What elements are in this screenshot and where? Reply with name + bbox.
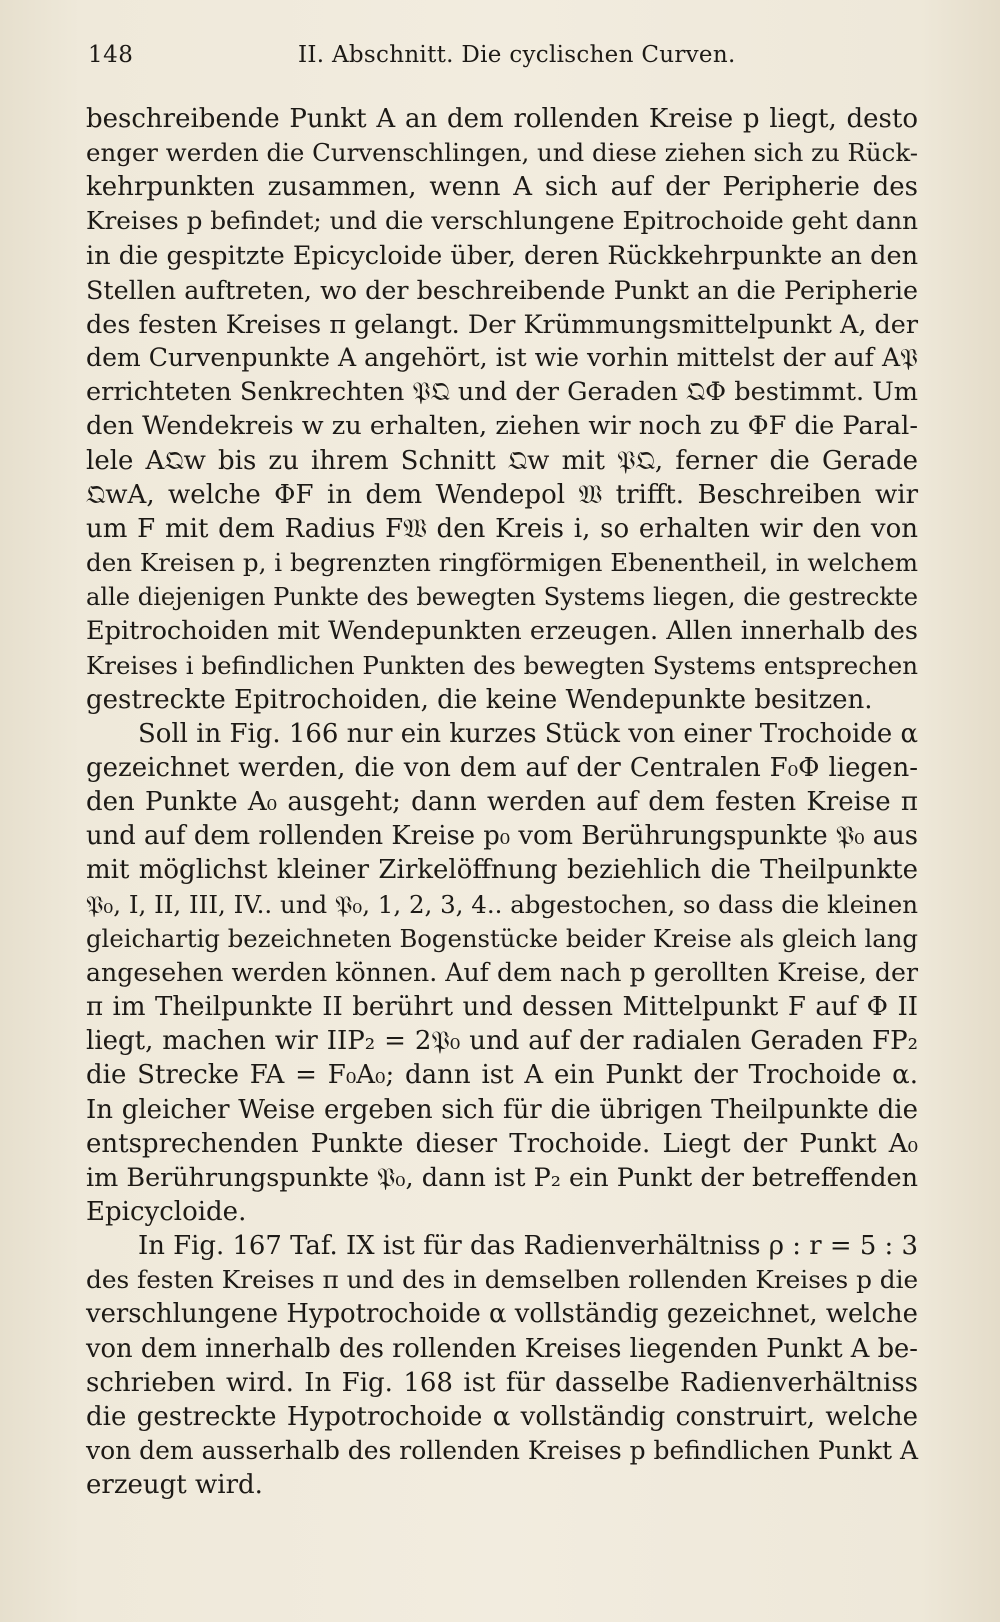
text-line: liegt, machen wir IIP₂ = 2𝔓₀ und auf der radialen Geraden FP₂ [86,1026,918,1057]
text-line: mit möglichst kleiner Zirkelöffnung beziehlich die Theilpunkte [86,855,918,886]
text-line: verschlungene Hypotrochoide α vollständig gezeichnet, welche [86,1299,918,1330]
text-line: des festen Kreises π gelangt. Der Krümmungsmittelpunkt A, der [86,308,918,339]
text-line: beschreibende Punkt A an dem rollenden Kreise p liegt, desto [86,104,918,134]
text-line: den Kreisen p, i begrenzten ringförmigen Ebenentheil, in welchem [86,548,918,578]
text-line: Kreises i befindlichen Punkten des bewegten Systems entsprechen [86,650,918,680]
page-header [88,42,912,74]
paragraph-1 [86,102,918,717]
text-line: alle diejenigen Punkte des bewegten Systems liegen, die gestreckte [86,583,918,612]
text-line: enger werden die Curvenschlingen, und diese ziehen sich zu Rück- [86,138,918,168]
running-title: II. Abschnitt. Die cyclischen Curven. [298,42,736,68]
text-line: lele A𝔔w bis zu ihrem Schnitt 𝔔w mit 𝔓𝔔, ferner die Gerade [86,445,919,476]
text-line: gleichartig bezeichneten Bogenstücke beider Kreise als gleich lang [86,923,918,953]
text-line: gestreckte Epitrochoiden, die keine Wendepunkte besitzen. [86,684,873,715]
paragraph-2 [86,717,918,1229]
paragraph-3 [86,1229,918,1502]
text-line: Soll in Fig. 166 nur ein kurzes Stück von einer Trochoide α [138,718,918,749]
text-line: Epicycloide. [86,1197,247,1227]
text-line: kehrpunkten zusammen, wenn A sich auf der Peripherie des [86,172,918,203]
text-line: dem Curvenpunkte A angehört, ist wie vorhin mittelst der auf A𝔓 [86,343,918,373]
text-line: und auf dem rollenden Kreise p₀ vom Berührungspunkte 𝔓₀ aus [86,821,919,852]
page-number: 148 [88,42,134,68]
text-line: Stellen auftreten, wo der beschreibende Punkt an die Peripherie [86,274,918,305]
text-line: schrieben wird. In Fig. 168 ist für dasselbe Radienverhältniss [86,1367,919,1398]
text-line: erzeugt wird. [86,1470,263,1501]
text-line: die gestreckte Hypotrochoide α vollständig construirt, welche [86,1401,919,1432]
body-text [86,102,918,1502]
text-line: Epitrochoiden mit Wendepunkten erzeugen. Allen innerhalb des [86,616,918,647]
text-line: des festen Kreises π und des in demselben rollenden Kreises p die [86,1265,919,1295]
text-line: in die gespitzte Epicycloide über, deren Rückkehrpunkte an den [86,240,919,271]
text-line: In Fig. 167 Taf. IX ist für das Radienverhältniss ρ : r = 5 : 3 [138,1231,918,1262]
text-line: um F mit dem Radius F𝔚 den Kreis i, so erhalten wir den von [86,513,918,544]
text-line: den Wendekreis w zu erhalten, ziehen wir noch zu ΦF die Paral- [86,411,918,442]
text-line: Kreises p befindet; und die verschlungene Epitrochoide geht dann [86,206,918,236]
text-line: errichteten Senkrechten 𝔓𝔔 und der Geraden 𝔔Φ bestimmt. Um [86,377,918,408]
text-line: In gleicher Weise ergeben sich für die übrigen Theilpunkte die [86,1094,918,1125]
text-line: im Berührungspunkte 𝔓₀, dann ist P₂ ein Punkt der betreffenden [86,1162,918,1193]
text-line: π im Theilpunkte II berührt und dessen Mittelpunkt F auf Φ II [86,992,918,1023]
text-line: die Strecke FA = F₀A₀; dann ist A ein Punkt der Trochoide α. [86,1060,918,1091]
text-line: von dem innerhalb des rollenden Kreises liegenden Punkt A be- [86,1333,918,1364]
text-line: den Punkte A₀ ausgeht; dann werden auf dem festen Kreise π [86,787,919,818]
text-line: 𝔔wA, welche ΦF in dem Wendepol 𝔚 trifft. Beschreiben wir [86,479,918,510]
text-line: 𝔓₀, I, II, III, IV.. und 𝔓₀, 1, 2, 3, 4.. abgestochen, so dass die kleinen [86,889,918,919]
text-line: gezeichnet werden, die von dem auf der Centralen F₀Φ liegen- [86,752,919,783]
text-line: von dem ausserhalb des rollenden Kreises p befindlichen Punkt A [86,1436,918,1466]
text-line: angesehen werden können. Auf dem nach p gerollten Kreise, der [86,957,918,987]
text-line: entsprechenden Punkte dieser Trochoide. Liegt der Punkt A₀ [86,1128,919,1159]
